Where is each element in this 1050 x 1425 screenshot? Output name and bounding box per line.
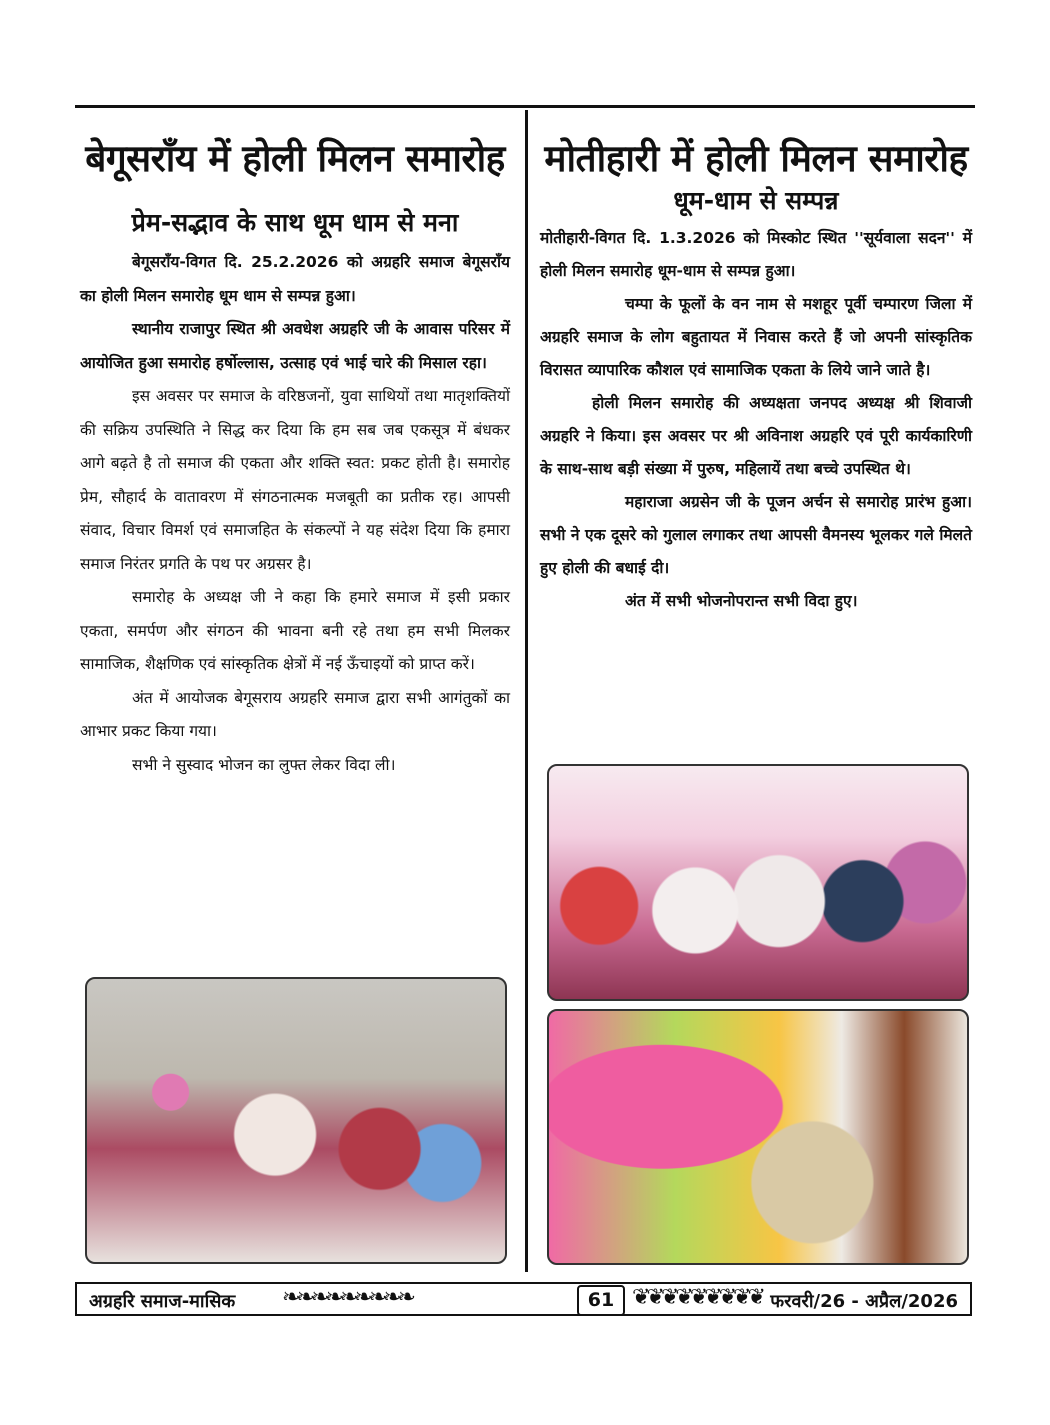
left-paragraph-1: बेगूसराँय-विगत दि. 25.2.2026 को अग्रहरि समाज बेगूसराँय का होली मिलन समारोह धूम धाम से सम्पन्न हुआ।: [80, 253, 510, 305]
ornament-left-icon: ❧❧❧❧❧❧❧❧❧: [282, 1285, 412, 1310]
left-paragraph-3: इस अवसर पर समाज के वरिष्ठजनों, युवा साथियों तथा मातृशक्तियों की सक्रिय उपस्थिति ने सिद्ध कर दिया कि हम सब जब एकसूत्र में बंधकर आगे बढ़ते है तो समाज की एकता और शक्ति स्वत: प्रकट होती है। समारोह प्रेम, सौहार्द के वातावरण में संगठनात्मक मजबूती का प्रतीक रह। आपसी संवाद, विचार विमर्श एवं समाजहित के संकल्पों ने यह संदेश दिया कि हमारा समाज निरंतर प्रगति के पथ पर अग्रसर है।: [80, 387, 510, 573]
left-paragraph-5: अंत में आयोजक बेगूसराय अग्रहरि समाज द्वारा सभी आगंतुकों का आभार प्रकट किया गया।: [80, 688, 510, 740]
right-article: [540, 112, 972, 618]
right-paragraph-4: महाराजा अग्रसेन जी के पूजन अर्चन से समारोह प्रारंभ हुआ। सभी ने एक दूसरे को गुलाल लगाकर तथा आपसी वैमनस्य भूलकर गले मिलते हुए होली की बधाई दी।: [540, 493, 972, 577]
right-article-body: [540, 222, 972, 618]
left-paragraph-6: सभी ने सुस्वाद भोजन का लुफ्त लेकर विदा ली।: [132, 755, 396, 774]
ornament-right-icon: ❦❦❦❦❦❦❦❦❦: [632, 1285, 762, 1310]
issue-date: फरवरी/26 - अप्रैल/2026: [770, 1291, 958, 1312]
column-divider: [525, 110, 528, 1272]
right-paragraph-3: होली मिलन समारोह की अध्यक्षता जनपद अध्यक्ष श्री शिवाजी अग्रहरि ने किया। इस अवसर पर श्री अविनाश अग्रहरि एवं पूरी कार्यकारिणी के साथ-साथ बड़ी संख्या में पुरुष, महिलायें तथा बच्चे उपस्थित थे।: [540, 394, 972, 478]
right-paragraph-1: मोतीहारी-विगत दि. 1.3.2026 को मिस्कोट स्थित ''सूर्यवाला सदन'' में होली मिलन समारोह धूम-धाम से सम्पन्न हुआ।: [540, 229, 972, 280]
page-number: 61: [577, 1285, 625, 1316]
motihari-group-photo: [547, 764, 969, 1001]
right-paragraph-2: चम्पा के फूलों के वन नाम से मशहूर पूर्वी चम्पारण जिला में अग्रहरि समाज के लोग बहुतायत में निवास करते हैं जो अपनी सांस्कृतिक विरासत व्यापारिक कौशल एवं सामाजिक एकता के लिये जाने जाते है।: [540, 295, 972, 379]
right-article-subtitle: धूम-धाम से सम्पन्न: [673, 186, 839, 215]
motihari-banner-photo: [547, 1009, 969, 1265]
begusarai-celebration-photo: [85, 977, 507, 1264]
left-paragraph-2: स्थानीय राजापुर स्थित श्री अवधेश अग्रहरि जी के आवास परिसर में आयोजित हुआ समारोह हर्षोल्लास, उत्साह एवं भाई चारे की मिसाल रहा।: [80, 320, 510, 372]
left-paragraph-4: समारोह के अध्यक्ष जी ने कहा कि हमारे समाज में इसी प्रकार एकता, समर्पण और संगठन की भावना बनी रहे तथा हम सभी मिलकर सामाजिक, शैक्षणिक एवं सांस्कृतिक क्षेत्रों में नई ऊँचाइयों को प्राप्त करें।: [80, 588, 510, 673]
top-rule: [75, 105, 975, 108]
left-article-title: बेगूसराँय में होली मिलन समारोह: [85, 137, 505, 180]
left-article-subtitle: प्रेम-सद्भाव के साथ धूम धाम से मना: [131, 208, 459, 237]
right-paragraph-5: अंत में सभी भोजनोपरान्त सभी विदा हुए।: [625, 592, 858, 610]
page-footer: [75, 1282, 972, 1316]
right-article-title: मोतीहारी में होली मिलन समारोह: [544, 137, 968, 180]
left-article: [80, 112, 510, 782]
publication-name: अग्रहरि समाज-मासिक: [89, 1291, 236, 1312]
left-article-body: [80, 246, 510, 782]
